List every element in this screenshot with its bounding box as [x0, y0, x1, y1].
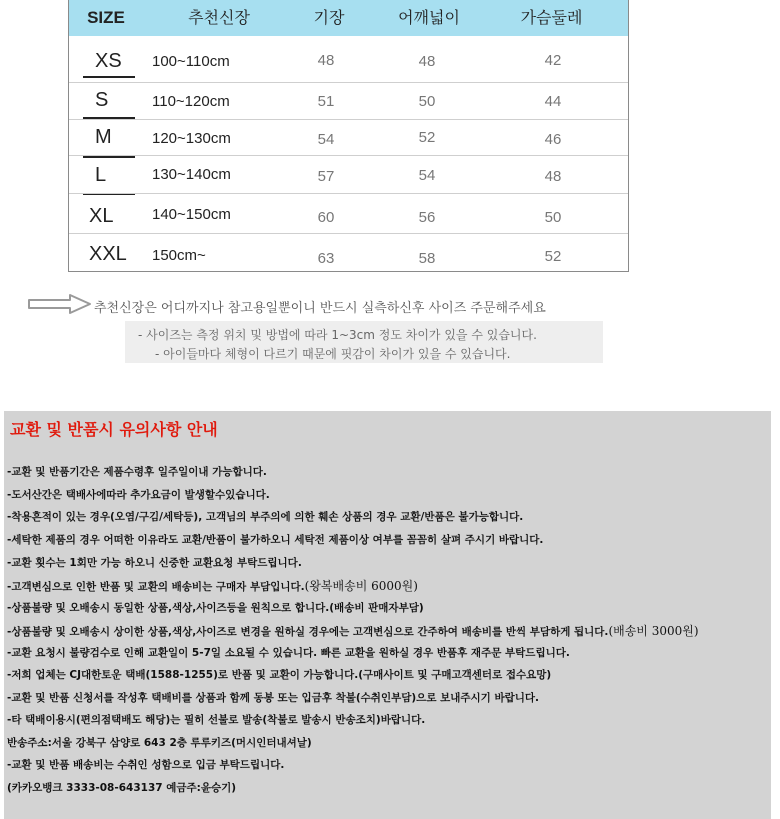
size-label: S [95, 89, 109, 111]
exchange-line: -교환 및 반품기간은 제품수령후 일주일이내 가능합니다. [7, 466, 267, 478]
recommended-height: 140~150cm [152, 206, 231, 223]
shoulder-value: 48 [418, 53, 436, 70]
chest-value: 46 [544, 131, 562, 148]
size-label: XL [89, 205, 114, 227]
size-label: XXL [89, 243, 127, 265]
shipping-fee: (배송비 3000원) [608, 624, 699, 638]
recommended-height: 110~120cm [152, 93, 230, 110]
exchange-line: -교환 횟수는 1회만 가능 하오니 신중한 교환요청 부탁드립니다. [7, 557, 302, 569]
length-value: 60 [317, 209, 335, 226]
length-value: 57 [317, 168, 335, 185]
recommended-height: 100~110cm [152, 53, 230, 70]
table-row [69, 44, 628, 83]
table-row [69, 196, 628, 235]
chest-value: 48 [544, 168, 562, 185]
exchange-line: -도서산간은 택배사에따라 추가요금이 발생할수있습니다. [7, 489, 270, 501]
shoulder-value: 50 [418, 93, 436, 110]
chest-value: 44 [544, 93, 562, 110]
length-value: 51 [317, 93, 335, 110]
header-size: SIZE [87, 8, 125, 27]
table-row [69, 83, 628, 122]
exchange-line [7, 577, 418, 594]
exchange-line: -저희 업체는 CJ대한토운 택배(1588-1255)로 반품 및 교환이 가능합니다.(구매사이트 및 구매고객센터로 접수요망) [7, 669, 552, 681]
shipping-fee: (왕복배송비 6000원) [304, 579, 418, 593]
size-underline [83, 156, 135, 158]
size-label: M [95, 126, 112, 148]
measurement-notes [125, 321, 603, 363]
recommended-height: 150cm~ [152, 247, 206, 264]
chest-value: 42 [544, 52, 562, 69]
exchange-line: -타 택배이용시(편의점택배도 해당)는 필히 선불로 발송(착불로 발송시 반송조치)바랍니다. [7, 714, 426, 726]
return-address: 반송주소:서울 강북구 삼양로 643 2층 루루키즈(머시인터내셔날) [7, 737, 312, 749]
shoulder-value: 52 [418, 129, 436, 146]
exchange-title: 교환 및 반품시 유의사항 안내 [10, 420, 218, 439]
shoulder-value: 54 [418, 167, 436, 184]
size-chart-header [69, 0, 628, 36]
exchange-line: -교환 및 반품 배송비는 수취인 성함으로 입금 부탁드립니다. [7, 759, 285, 771]
exchange-line: -세탁한 제품의 경우 어떠한 이유라도 교환/반품이 불가하오니 세탁전 제품이상 여부를 꼼꼼히 살펴 주시기 바랍니다. [7, 534, 544, 546]
size-label: XS [95, 50, 122, 72]
chest-value: 52 [544, 248, 562, 265]
exchange-line: -상품불량 및 오배송시 동일한 상품,색상,사이즈등을 원칙으로 합니다.(배송비 판매자부담) [7, 602, 424, 614]
chest-value: 50 [544, 209, 562, 226]
measurement-note: - 사이즈는 측정 위치 및 방법에 따라 1~3cm 정도 차이가 있을 수 있습니다. [138, 328, 537, 342]
size-chart-table [68, 0, 629, 272]
exchange-line: -착용흔적이 있는 경우(오염/구김/세탁등), 고객님의 부주의에 의한 훼손 상품의 경우 교환/반품은 불가능합니다. [7, 511, 524, 523]
size-label: L [95, 164, 107, 186]
exchange-line: -교환 및 반품 신청서를 작성후 택배비를 상품과 함께 동봉 또는 입금후 착불(수취인부담)으로 보내주시기 바랍니다. [7, 692, 540, 704]
row-divider [69, 233, 628, 234]
recommended-height-notice: 추천신장은 어디까지나 참고용일뿐이니 반드시 실측하신후 사이즈 주문해주세요 [94, 301, 546, 316]
exchange-line: -교환 요청시 불량검수로 인해 교환일이 5-7일 소요될 수 있습니다. 빠른 교환을 원하실 경우 반품후 재주문 부탁드립니다. [7, 647, 570, 659]
header-chest: 가슴둘레 [520, 8, 583, 27]
row-divider [69, 119, 628, 120]
bank-account: (카카오뱅크 3333-08-643137 예금주:윤승기) [7, 782, 237, 794]
shoulder-value: 58 [418, 250, 436, 267]
exchange-line [7, 622, 699, 639]
exchange-line-text: -고객변심으로 인한 반품 및 교환의 배송비는 구매자 부담입니다. [7, 581, 305, 593]
row-divider [69, 155, 628, 156]
exchange-return-section [4, 411, 771, 819]
table-row [69, 236, 628, 275]
shoulder-value: 56 [418, 209, 436, 226]
length-value: 48 [317, 52, 335, 69]
size-underline [83, 76, 135, 78]
body-type-note: - 아이들마다 체형이 다르기 때문에 핏감이 차이가 있을 수 있습니다. [155, 347, 511, 361]
row-divider [69, 193, 628, 194]
header-shoulder: 어깨넓이 [398, 8, 460, 27]
header-length: 기장 [313, 8, 345, 27]
arrow-right-icon [28, 293, 92, 315]
recommended-height: 130~140cm [152, 166, 231, 183]
header-recommended-height: 추천신장 [188, 8, 250, 27]
length-value: 63 [317, 250, 335, 267]
length-value: 54 [317, 131, 335, 148]
recommended-height: 120~130cm [152, 130, 231, 147]
exchange-line-text: -상품불량 및 오배송시 상이한 상품,색상,사이즈로 변경을 원하실 경우에는 고객변심으로 간주하여 배송비를 반씩 부담하게 됩니다. [7, 626, 609, 638]
